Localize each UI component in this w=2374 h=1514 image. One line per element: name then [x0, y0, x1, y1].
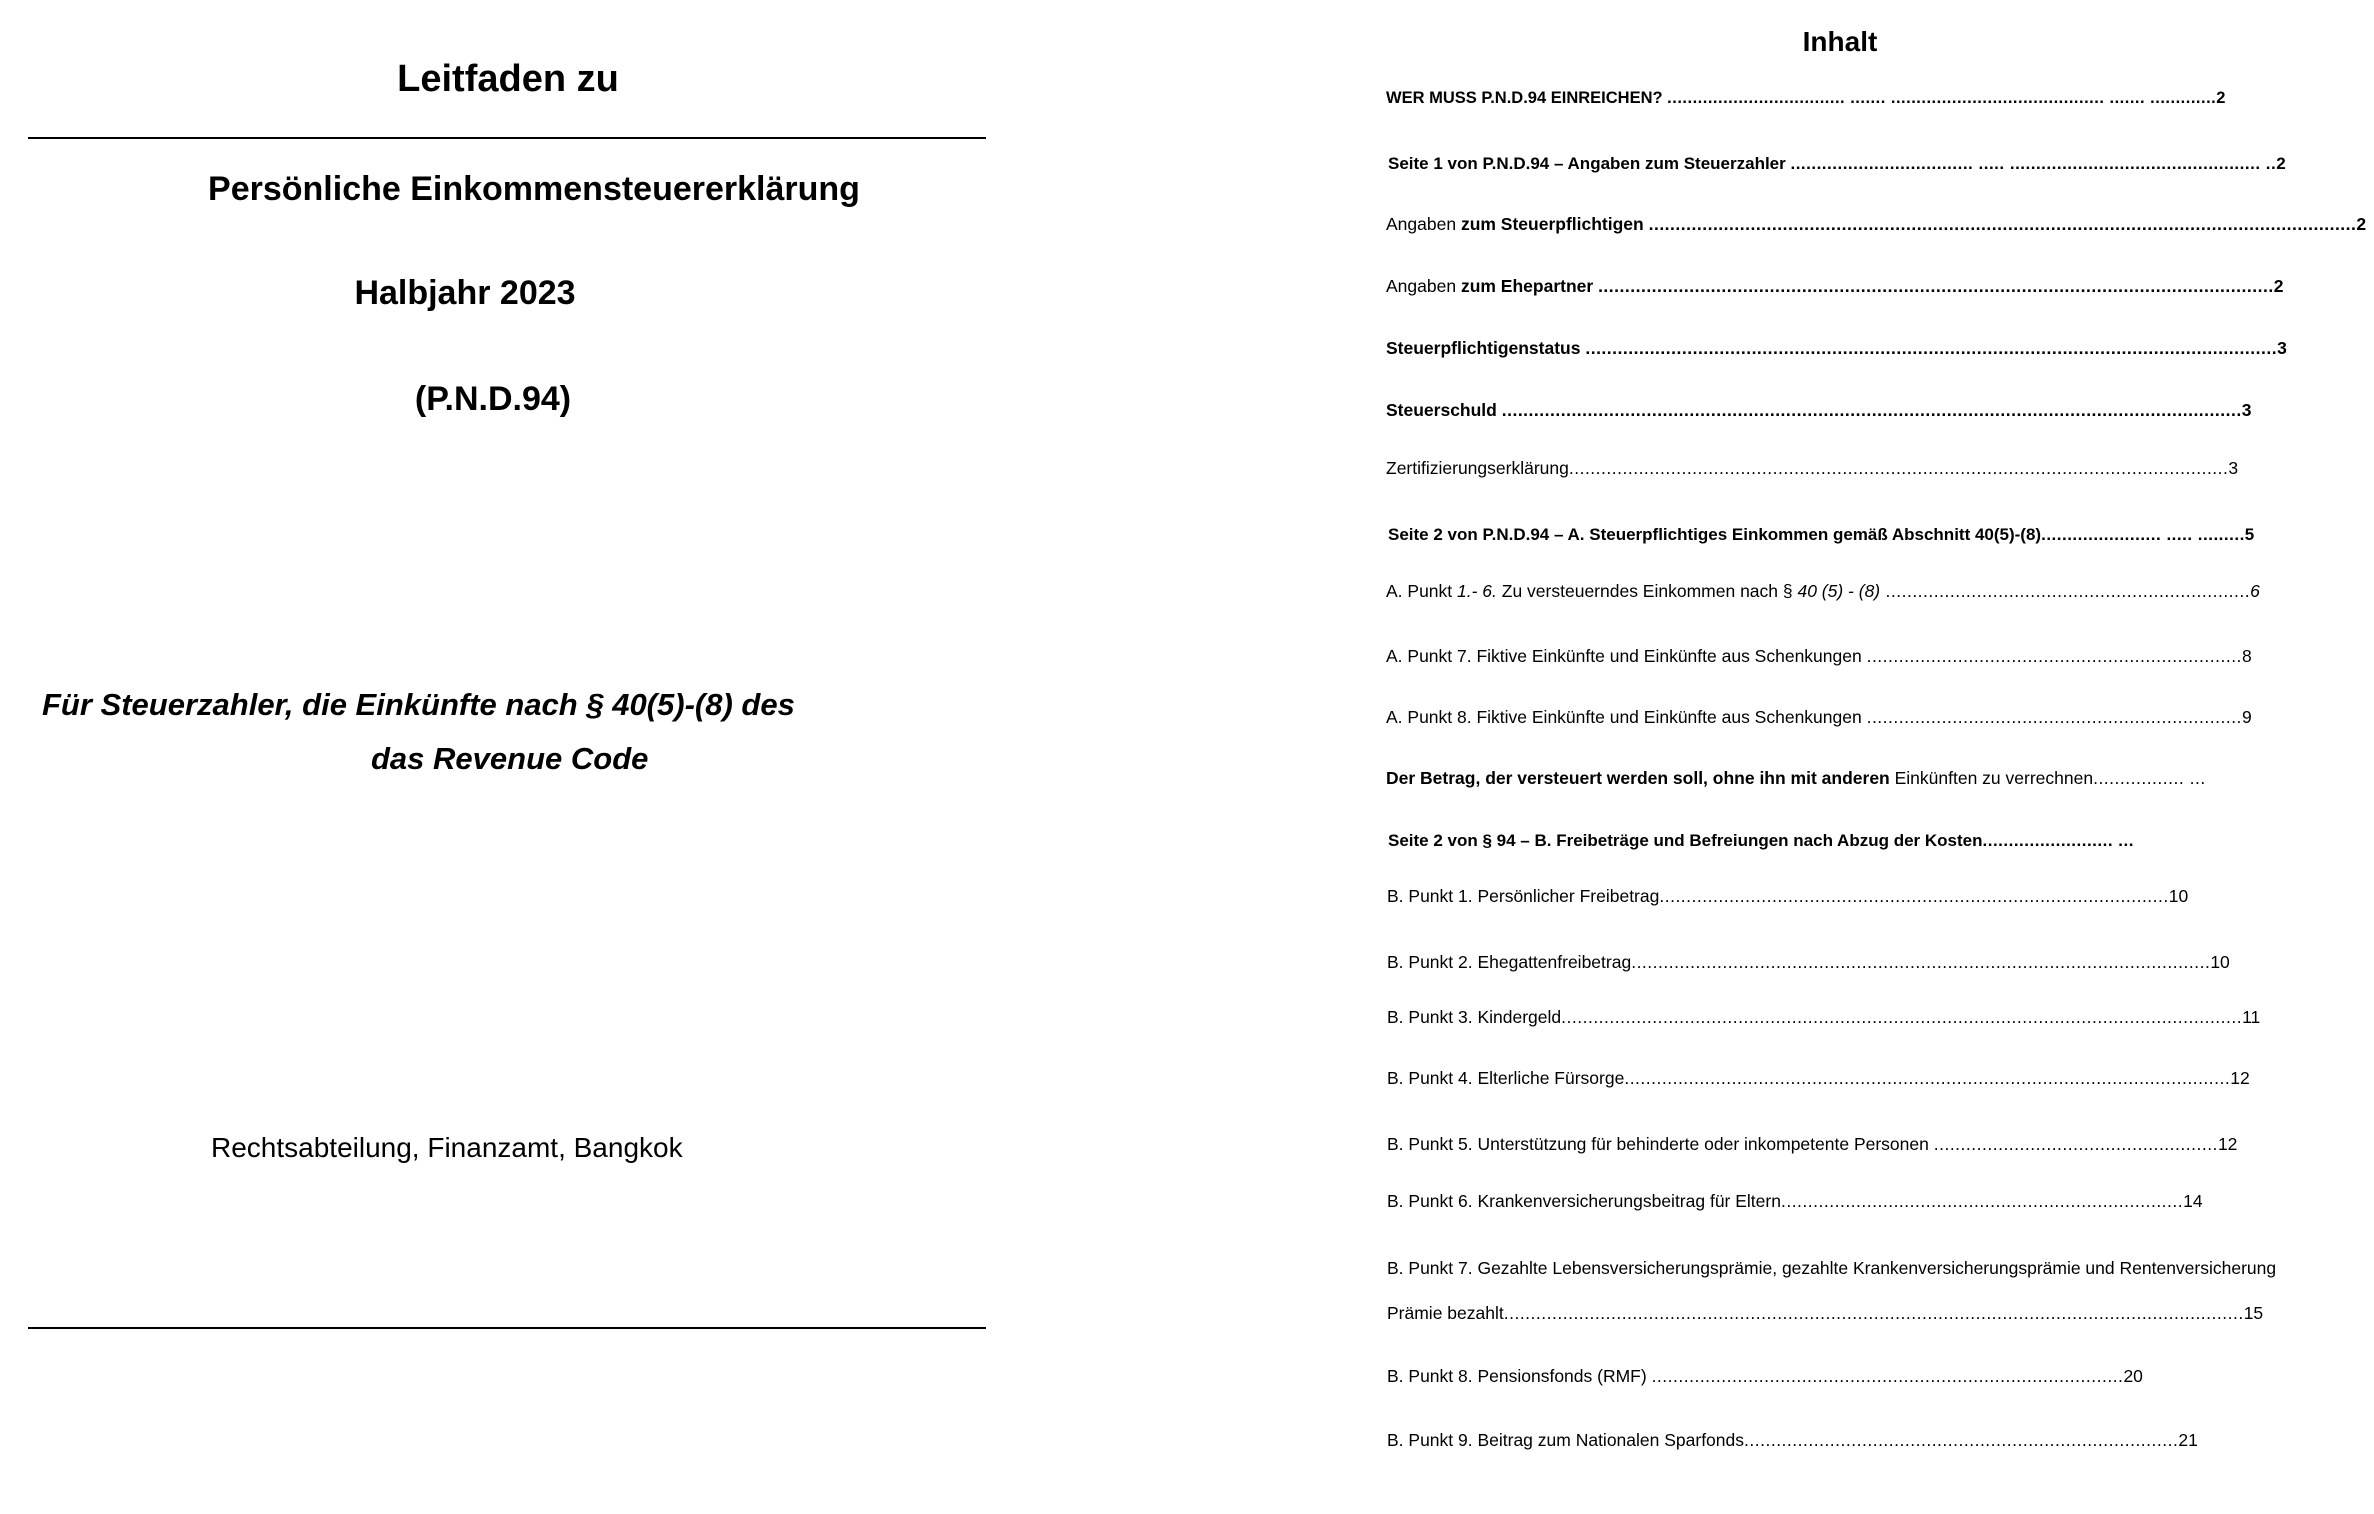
cover-title: Leitfaden zu: [397, 58, 619, 100]
toc-entry-page: 3: [2241, 400, 2252, 420]
toc-entry-page: 15: [2243, 1303, 2264, 1323]
toc-entry-title: B. Punkt 6. Krankenversicherungsbeitrag für Eltern: [1387, 1191, 1781, 1211]
toc-entry-leader: ......................................................................: [1866, 707, 2242, 727]
toc-entry-page: 2: [2273, 276, 2284, 296]
toc-entry-leader: .................................................................................................................: [1624, 1068, 2231, 1088]
toc-entry-page: 14: [2183, 1191, 2203, 1211]
toc-entry-leader: ............................................................................................................: [1631, 952, 2211, 972]
bottom-divider: [28, 1327, 986, 1329]
toc-entry-title: B. Punkt 7. Gezahlte Lebensversicherungsprämie, gezahlte Krankenversicherungsprämie und Rentenversicherung: [1387, 1258, 2277, 1278]
toc-entry[interactable]: [1388, 526, 2254, 543]
toc-entry-leader: .................................................................................: [1744, 1430, 2179, 1450]
cover-page: [0, 0, 1000, 1514]
toc-entry-title: A. Punkt 8. Fiktive Einkünfte und Einkünfte aus Schenkungen: [1386, 707, 1867, 727]
toc-entry-title: B. Punkt 5. Unterstützung für behinderte oder inkompetente Personen: [1387, 1134, 1934, 1154]
toc-entry-title: zum Ehepartner: [1460, 276, 1599, 296]
toc-entry-page: 2: [2276, 154, 2286, 173]
toc-entry-leader: ................. ...: [2093, 768, 2206, 788]
toc-entry-page: 8: [2241, 646, 2252, 666]
toc-entry-page: 21: [2178, 1430, 2198, 1450]
toc-entry-title: Steuerpflichtigenstatus: [1386, 338, 1586, 358]
toc-entry-title: Steuerschuld: [1386, 400, 1502, 420]
toc-entry-leader: ....................... ..... .........: [2041, 525, 2245, 544]
toc-entry-title: B. Punkt 8. Pensionsfonds (RMF): [1387, 1366, 1652, 1386]
toc-entry-page: 5: [2244, 525, 2255, 544]
toc-entry-title: Seite 2 von § 94 – B. Freibeträge und Befreiungen nach Abzug der Kosten: [1388, 831, 1983, 850]
toc-entry-leader: ..........................................................................................................................................: [1503, 1303, 2244, 1323]
toc-entry[interactable]: [1387, 1136, 2237, 1154]
toc-entry-leader: ...............................................................................................: [1659, 886, 2169, 906]
toc-entry-title: Der Betrag, der versteuert werden soll, ohne ihn mit anderen: [1386, 768, 1895, 788]
toc-entry[interactable]: [1388, 832, 2134, 849]
toc-entry[interactable]: [1386, 770, 2206, 788]
toc-entry-page: 3: [2277, 338, 2287, 358]
toc-entry-page: 6: [2250, 581, 2260, 601]
toc-entry-page: 12: [2217, 1134, 2238, 1154]
toc-entry[interactable]: [1386, 648, 2252, 666]
toc-entry[interactable]: [1387, 1070, 2250, 1088]
cover-audience-line-2: das Revenue Code: [371, 741, 649, 776]
toc-entry[interactable]: [1386, 340, 2287, 358]
toc-entry-title: B. Punkt 2. Ehegattenfreibetrag: [1387, 952, 1632, 972]
toc-entry[interactable]: [1387, 1305, 2263, 1323]
toc-entry-leader: ....................................................................: [1880, 581, 2251, 601]
toc-entry[interactable]: [1387, 1368, 2143, 1386]
top-divider: [28, 137, 986, 139]
toc-entry[interactable]: [1387, 1009, 2260, 1027]
toc-entry-page: 9: [2241, 707, 2252, 727]
toc-entry[interactable]: [1386, 460, 2238, 478]
toc-entry-leader: ........................................................................................: [1651, 1366, 2124, 1386]
toc-entry-title: B. Punkt 1. Persönlicher Freibetrag: [1387, 886, 1660, 906]
toc-entry-title: Zu versteuerndes Einkommen nach §: [1496, 581, 1798, 601]
toc-entry[interactable]: [1387, 888, 2188, 906]
cover-form-code: (P.N.D.94): [414, 380, 572, 418]
toc-entry-leader: ......................................................................: [1866, 646, 2242, 666]
toc-entry-page: 11: [2242, 1007, 2261, 1027]
toc-entry-section-range: 40 (5) - (8): [1797, 581, 1881, 601]
toc-entry-title: B. Punkt 4. Elterliche Fürsorge: [1387, 1068, 1625, 1088]
toc-entry-title: Seite 2 von P.N.D.94 – A. Steuerpflichtiges Einkommen gemäß Abschnitt 40(5)-(8): [1388, 525, 2042, 544]
toc-entry[interactable]: [1386, 90, 2225, 107]
toc-entry-leader: ................................... ....... .......................................... ....... .............: [1667, 89, 2217, 107]
table-of-contents: [1370, 0, 2370, 1514]
toc-entry-leader: ...........................................................................................................................: [1568, 458, 2229, 478]
toc-entry-leader: .................................................................................................................................: [1585, 338, 2278, 358]
toc-entry[interactable]: [1387, 1193, 2203, 1211]
toc-entry-leader: ..............................................................................................................................: [1598, 276, 2274, 296]
cover-department: Rechtsabteilung, Finanzamt, Bangkok: [211, 1132, 683, 1163]
toc-entry-title: A. Punkt 7. Fiktive Einkünfte und Einkünfte aus Schenkungen: [1386, 646, 1867, 666]
toc-entry-leader: ....................................................................................................................................: [1648, 214, 2357, 234]
toc-entry-leader: ..........................................................................................................................................: [1501, 400, 2242, 420]
toc-entry-prefix: A. Punkt: [1386, 581, 1458, 601]
toc-entry[interactable]: [1387, 1260, 2276, 1278]
toc-entry[interactable]: [1386, 402, 2251, 420]
cover-subtitle: Persönliche Einkommensteuererklärung: [208, 170, 860, 208]
toc-entry-prefix: Angaben: [1386, 276, 1461, 296]
toc-entry-page: 3: [2228, 458, 2239, 478]
toc-entry[interactable]: [1386, 278, 2283, 296]
toc-entry-title: B. Punkt 3. Kindergeld: [1387, 1007, 1562, 1027]
toc-entry-prefix: Angaben: [1386, 214, 1461, 234]
toc-entry-page: 10: [2210, 952, 2230, 972]
toc-entry-page: 2: [2356, 214, 2367, 234]
toc-entry[interactable]: [1387, 954, 2230, 972]
toc-entry-title: WER MUSS P.N.D.94 EINREICHEN?: [1386, 89, 1668, 107]
toc-entry[interactable]: [1387, 1432, 2198, 1450]
toc-entry-leader: ...........................................................................: [1780, 1191, 2184, 1211]
toc-entry[interactable]: [1386, 583, 2260, 601]
toc-entry-title: Prämie bezahlt: [1387, 1303, 1504, 1323]
toc-entry-title: Zertifizierungserklärung: [1386, 458, 1569, 478]
cover-period: Halbjahr 2023: [354, 274, 576, 312]
toc-entry-title-continued: Einkünften zu verrechnen: [1894, 768, 2094, 788]
toc-heading: Inhalt: [1802, 26, 1878, 57]
toc-entry[interactable]: [1386, 216, 2366, 234]
toc-entry-title: zum Steuerpflichtigen: [1460, 214, 1649, 234]
cover-audience-line-1: Für Steuerzahler, die Einkünfte nach § 40(5)-(8) des: [42, 687, 795, 722]
toc-entry-page: 10: [2168, 886, 2189, 906]
toc-entry-leader: ...............................................................................................................................: [1561, 1007, 2243, 1027]
toc-entry-title: Seite 1 von P.N.D.94 – Angaben zum Steuerzahler: [1388, 154, 1791, 173]
toc-entry-page: 12: [2230, 1068, 2250, 1088]
toc-entry-title: B. Punkt 9. Beitrag zum Nationalen Sparfonds: [1387, 1430, 1745, 1450]
toc-entry-page: 20: [2123, 1366, 2143, 1386]
toc-entry-leader: .....................................................: [1933, 1134, 2218, 1154]
toc-entry-leader: ................................... ..... ................................................ ..: [1790, 154, 2277, 173]
toc-entry[interactable]: [1388, 155, 2286, 172]
toc-entry-item-range: 1.- 6.: [1457, 581, 1497, 601]
toc-entry-leader: ......................... ...: [1982, 831, 2134, 850]
toc-entry[interactable]: [1386, 709, 2252, 727]
toc-entry-page: 2: [2216, 89, 2226, 107]
